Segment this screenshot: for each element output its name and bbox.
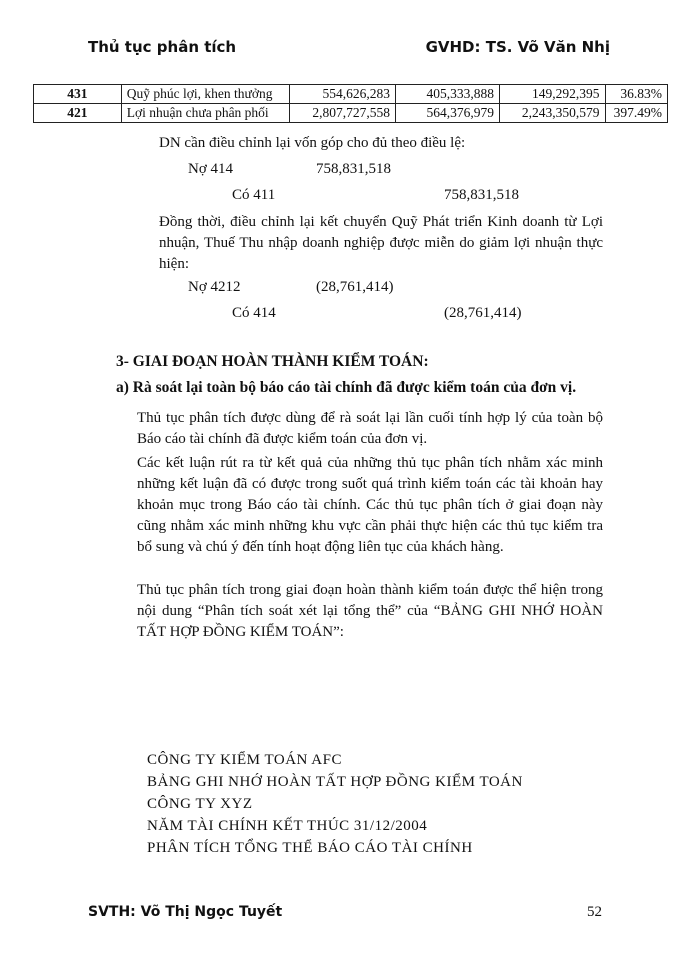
account-code: 431 [34,85,122,104]
entry1-credit-value: 758,831,518 [444,187,519,203]
adjust-intro: DN cần điều chỉnh lại vốn góp cho đủ theo điều lệ: [159,135,466,151]
header-left-title: Thủ tục phân tích [88,38,237,56]
memo-line-2: BẢNG GHI NHỚ HOÀN TẤT HỢP ĐỒNG KIỂM TOÁN [147,774,523,790]
value-1: 554,626,283 [290,85,396,104]
paragraph-3: Thủ tục phân tích trong giai đoạn hoàn thành kiểm toán được thể hiện trong nội dung “Phân tích soát xét lại tổng thể” của “BẢNG GHI NHỚ HOÀN TẤT HỢP ĐỒNG KIỂM TOÁN”: [137,582,603,640]
paragraph-1: Thủ tục phân tích được dùng để rà soát lại lần cuối tính hợp lý của toàn bộ Báo cáo tài chính đã được kiểm toán của đơn vị. [137,410,603,447]
account-code: 421 [34,104,122,123]
entry2-debit-label: Nợ 4212 [188,279,241,295]
account-name: Lợi nhuận chưa phân phối [121,104,290,123]
entry1-debit-label: Nợ 414 [188,161,234,177]
entry1-debit-value: 758,831,518 [316,161,391,177]
table-row [34,104,668,123]
value-2: 405,333,888 [396,85,500,104]
value-3: 2,243,350,579 [499,104,605,123]
value-3: 149,292,395 [499,85,605,104]
entry2-credit-value: (28,761,414) [444,305,522,321]
entry1-credit-label: Có 411 [232,187,276,203]
paragraph-2: Các kết luận rút ra từ kết quả của những thủ tục phân tích nhằm xác minh những kết luận đã có được trong suốt quá trình kiểm toán các tài khoản hay khoản mục trong Báo cáo tài chính. Các thủ tục phân tích ở giai đoạn này cũng nhằm xác minh những khu vực cần phải thực hiện các thủ tục kiểm tra bổ sung và chú ý đến tính hoạt động liên tục của khách hàng. [137,455,603,555]
header-right-supervisor: GVHD: TS. Võ Văn Nhị [425,38,610,56]
percent: 36.83% [605,85,667,104]
adjust-paragraph: Đồng thời, điều chỉnh lại kết chuyển Quỹ Phát triển Kinh doanh từ Lợi nhuận, Thuế Thu nhập doanh nghiệp được miễn do giảm lợi nhuận thực hiện: [159,214,603,272]
subsection-heading: a) Rà soát lại toàn bộ báo cáo tài chính đã được kiểm toán của đơn vị. [116,379,577,396]
percent: 397.49% [605,104,667,123]
memo-line-3: CÔNG TY XYZ [147,796,253,812]
entry2-debit-value: (28,761,414) [316,279,394,295]
footer-student: SVTH: Võ Thị Ngọc Tuyết [88,904,283,920]
memo-line-5: PHÂN TÍCH TỔNG THỂ BÁO CÁO TÀI CHÍNH [147,840,473,856]
section-heading: 3- GIAI ĐOẠN HOÀN THÀNH KIỂM TOÁN: [116,353,429,370]
memo-line-4: NĂM TÀI CHÍNH KẾT THÚC 31/12/2004 [147,818,428,834]
value-2: 564,376,979 [396,104,500,123]
entry2-credit-label: Có 414 [232,305,276,321]
memo-line-1: CÔNG TY KIỂM TOÁN AFC [147,752,342,768]
table-row [34,85,668,104]
value-1: 2,807,727,558 [290,104,396,123]
financial-table [33,84,668,123]
account-name: Quỹ phúc lợi, khen thưởng [121,85,290,104]
page-number: 52 [587,904,602,920]
